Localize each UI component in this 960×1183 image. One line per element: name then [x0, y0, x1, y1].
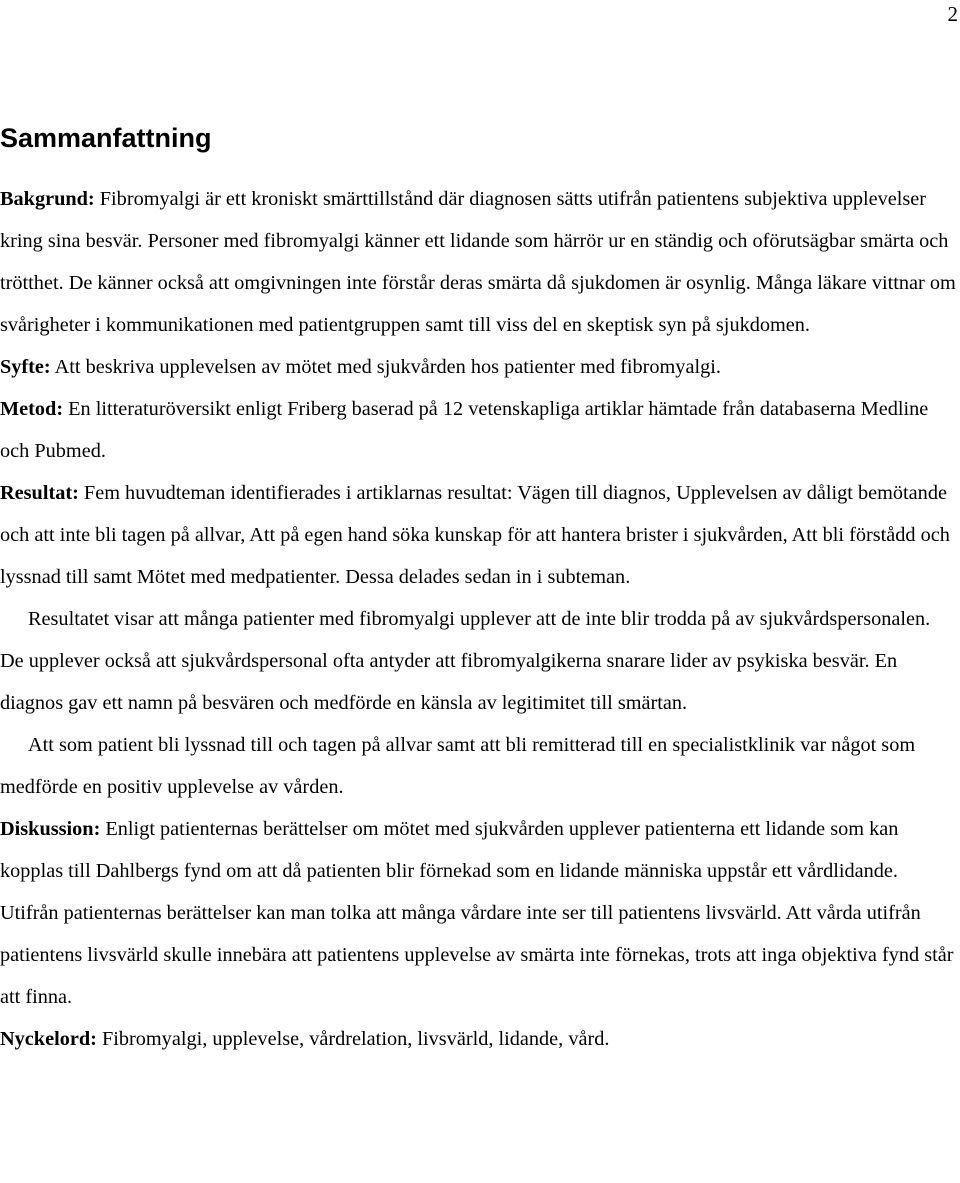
discussion-paragraph [0, 808, 958, 1018]
results-paragraph-3: Att som patient bli lyssnad till och tagen på allvar samt att bli remitterad till en specialistklinik var något som medförde en positiv upplevelse av vården. [0, 734, 916, 798]
results-paragraph [0, 472, 958, 598]
background-paragraph [0, 178, 958, 346]
background-label: Bakgrund: [0, 188, 95, 210]
method-paragraph [0, 388, 958, 472]
aim-paragraph [0, 346, 958, 388]
aim-label: Syfte: [0, 356, 51, 378]
results-text: Fem huvudteman identifierades i artiklarnas resultat: Vägen till diagnos, Upplevelsen av dåligt bemötande och att inte bli tagen på allvar, Att på egen hand söka kunskap för att hantera brister i sjukvården, Att bli förstådd och lyssnad till samt Mötet med medpatienter. Dessa delades sedan in i subteman. [0, 482, 950, 588]
method-text: En litteraturöversikt enligt Friberg baserad på 12 vetenskapliga artiklar hämtade från databaserna Medline och Pubmed. [0, 398, 929, 462]
results-paragraph-2: Resultatet visar att många patienter med fibromyalgi upplever att de inte blir trodda på av sjukvårdspersonalen. De upplever också att sjukvårdspersonal ofta antyder att fibromyalgikerna snarare lider av psykiska besvär. En diagnos gav ett namn på besvären och medförde en känsla av legitimitet till smärtan. [0, 608, 931, 714]
abstract-body [0, 178, 958, 1060]
results-label: Resultat: [0, 482, 79, 504]
page-title: Sammanfattning [0, 123, 212, 153]
aim-text: Att beskriva upplevelsen av mötet med sjukvården hos patienter med fibromyalgi. [50, 356, 721, 378]
discussion-label: Diskussion: [0, 818, 101, 840]
page-number: 2 [947, 2, 958, 26]
discussion-text: Enligt patienternas berättelser om mötet med sjukvården upplever patienterna ett lidande som kan kopplas till Dahlbergs fynd om att då patienten blir förnekad som en lidande människa uppstår ett vårdlidande. Utifrån patienternas berättelser kan man tolka att många vårdare inte ser till patientens livsvärld. Att vårda utifrån patientens livsvärld skulle innebära att patientens upplevelse av smärta inte förnekas, trots att inga objektiva fynd står att finna. [0, 818, 954, 1008]
keywords-paragraph [0, 1018, 958, 1060]
keywords-text: Fibromyalgi, upplevelse, vårdrelation, livsvärld, lidande, vård. [96, 1028, 610, 1050]
background-text: Fibromyalgi är ett kroniskt smärttillstånd där diagnosen sätts utifrån patientens subjektiva upplevelser kring sina besvär. Personer med fibromyalgi känner ett lidande som härrör ur en ständig och oförutsägbar smärta och trötthet. De känner också att omgivningen inte förstår deras smärta då sjukdomen är osynlig. Många läkare vittnar om svårigheter i kommunikationen med patientgruppen samt till viss del en skeptisk syn på sjukdomen. [0, 188, 956, 336]
method-label: Metod: [0, 398, 64, 420]
keywords-label: Nyckelord: [0, 1028, 97, 1050]
